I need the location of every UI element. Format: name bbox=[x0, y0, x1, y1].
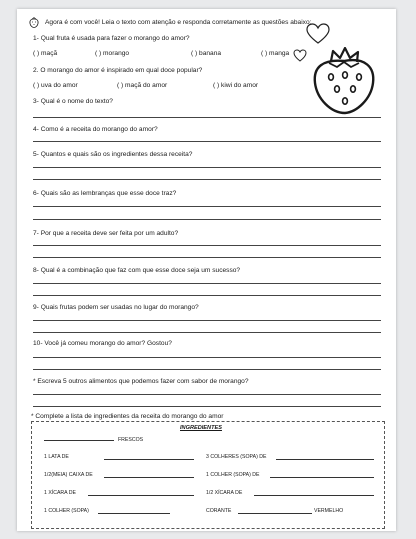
ingredients-box bbox=[31, 421, 385, 529]
intro-text: Agora é com você! Leia o texto com atenção e responda corretamente as questões abaixo: bbox=[45, 19, 312, 26]
q1-option-manga[interactable]: ( ) manga bbox=[261, 50, 290, 57]
answer-line[interactable] bbox=[33, 167, 381, 168]
ingredients-title: INGREDIENTES bbox=[180, 425, 222, 431]
fill-in-line[interactable] bbox=[238, 513, 312, 514]
answer-line[interactable] bbox=[33, 219, 381, 220]
answer-line[interactable] bbox=[33, 357, 381, 358]
fill-in-line[interactable] bbox=[98, 513, 170, 514]
strawberry-illustration bbox=[309, 47, 379, 115]
strawberry-small-icon bbox=[29, 17, 39, 28]
answer-line[interactable] bbox=[33, 141, 381, 142]
answer-line[interactable] bbox=[33, 406, 381, 407]
fill-in-line[interactable] bbox=[44, 440, 114, 441]
ingredient-left-3: 1 XÍCARA DE bbox=[44, 490, 77, 496]
question-4: 4- Como é a receita do morango do amor? bbox=[33, 126, 158, 133]
ingredient-left-4: 1 COLHER (SOPA) bbox=[44, 508, 89, 514]
q2-option-uva[interactable]: ( ) uva do amor bbox=[33, 82, 78, 89]
worksheet-page bbox=[17, 9, 396, 531]
fill-in-line[interactable] bbox=[276, 459, 374, 460]
fill-in-line[interactable] bbox=[104, 477, 194, 478]
answer-line[interactable] bbox=[33, 332, 381, 333]
ingredient-right-5: VERMELHO bbox=[314, 508, 344, 514]
answer-line[interactable] bbox=[33, 320, 381, 321]
answer-line[interactable] bbox=[33, 295, 381, 296]
ingredient-left-1: 1 LATA DE bbox=[44, 454, 69, 460]
fill-in-line[interactable] bbox=[104, 459, 194, 460]
question-9: 9- Quais frutas podem ser usadas no lugar do morango? bbox=[33, 304, 199, 311]
q1-option-maca[interactable]: ( ) maçã bbox=[33, 50, 58, 57]
question-10: 10- Você já comeu morango do amor? Gostou? bbox=[33, 340, 172, 347]
fill-in-line[interactable] bbox=[270, 477, 374, 478]
answer-line[interactable] bbox=[33, 245, 381, 246]
fill-in-line[interactable] bbox=[254, 495, 374, 496]
heart-small-icon bbox=[293, 49, 307, 62]
question-8: 8- Qual é a combinação que faz com que esse doce seja um sucesso? bbox=[33, 267, 241, 274]
question-6: 6- Quais são as lembranças que esse doce traz? bbox=[33, 190, 177, 197]
ingredient-left-2: 1/2(MEIA) CAIXA DE bbox=[44, 472, 93, 478]
fill-in-line[interactable] bbox=[88, 495, 194, 496]
q2-option-kiwi[interactable]: ( ) kiwi do amor bbox=[213, 82, 259, 89]
question-3: 3- Qual é o nome do texto? bbox=[33, 98, 113, 105]
answer-line[interactable] bbox=[33, 394, 381, 395]
ingredient-right-4: CORANTE bbox=[206, 508, 232, 514]
heart-icon bbox=[306, 23, 330, 45]
question-1: 1- Qual fruta é usada para fazer o morango do amor? bbox=[33, 35, 190, 42]
ingredient-right-3: 1/2 XÍCARA DE bbox=[206, 490, 243, 496]
q1-option-banana[interactable]: ( ) banana bbox=[191, 50, 222, 57]
question-7: 7- Por que a receita deve ser feita por um adulto? bbox=[33, 230, 179, 237]
ingredient-right-1: 3 COLHERES (SOPA) DE bbox=[206, 454, 267, 460]
q1-option-morango[interactable]: ( ) morango bbox=[95, 50, 130, 57]
answer-line[interactable] bbox=[33, 257, 381, 258]
answer-line[interactable] bbox=[33, 369, 381, 370]
ingredient-frescos: FRESCOS bbox=[118, 437, 144, 443]
ingredient-right-2: 1 COLHER (SOPA) DE bbox=[206, 472, 260, 478]
answer-line[interactable] bbox=[33, 179, 381, 180]
question-5: 5- Quantos e quais são os ingredientes dessa receita? bbox=[33, 151, 193, 158]
question-1-options bbox=[33, 50, 323, 59]
q2-option-maca[interactable]: ( ) maçã do amor bbox=[117, 82, 168, 89]
answer-line[interactable] bbox=[33, 206, 381, 207]
question-11: * Escreva 5 outros alimentos que podemos fazer com sabor de morango? bbox=[33, 378, 249, 385]
answer-line[interactable] bbox=[33, 117, 381, 118]
question-2-options bbox=[33, 82, 313, 91]
question-12: * Complete a lista de ingredientes da receita do morango do amor bbox=[31, 413, 224, 420]
question-2: 2. O morango do amor é inspirado em qual doce popular? bbox=[33, 67, 203, 74]
answer-line[interactable] bbox=[33, 283, 381, 284]
